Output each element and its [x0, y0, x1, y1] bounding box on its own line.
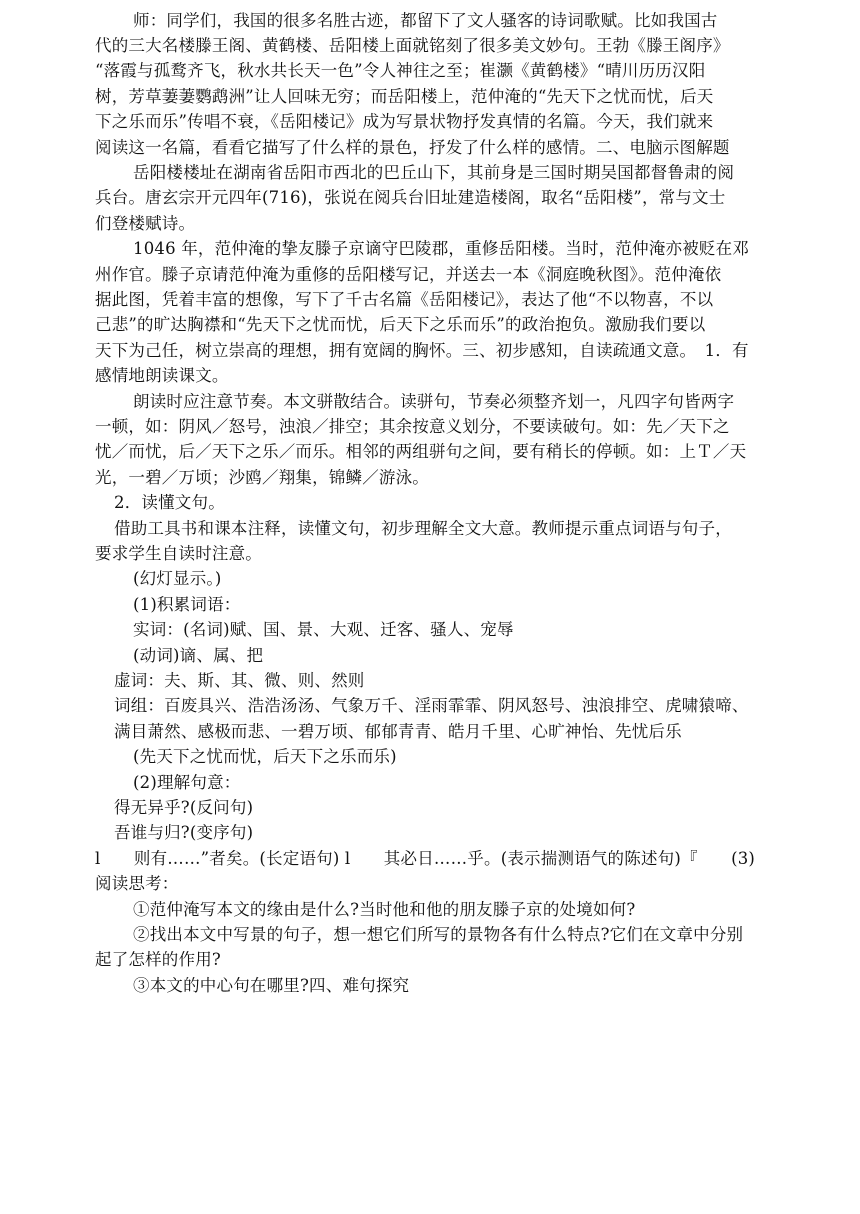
- text-line: 天下为己任，树立崇高的理想，拥有宽阔的胸怀。三、初步感知，自读疏通文意。 1．有: [95, 341, 749, 360]
- text-line: 州作官。滕子京请范仲淹为重修的岳阳楼写记，并送去一本《洞庭晚秋图》。范仲淹依: [95, 265, 722, 284]
- text-line: (2)理解句意：: [133, 773, 241, 792]
- text-line: 得无异乎?(反问句): [114, 798, 254, 817]
- text-line: 朗读时应注意节奏。本文骈散结合。读骈句，节奏必须整齐划一，凡四字句皆两字: [133, 392, 735, 411]
- text-line: 光，一碧／万顷；沙鸥／翔集，锦鳞／游泳。: [95, 468, 429, 487]
- text-line: 己悲”的旷达胸襟和“先天下之忧而忧，后天下之乐而乐”的政治抱负。激励我们要以: [95, 315, 706, 334]
- text-line: 们登楼赋诗。: [95, 214, 196, 233]
- text-line: ②找出本文中写景的句子，想一想它们所写的景物各有什么特点?它们在文章中分别: [133, 925, 744, 944]
- text-line: 岳阳楼楼址在湖南省岳阳市西北的巴丘山下，其前身是三国时期吴国都督鲁肃的阅: [133, 163, 735, 182]
- text-line: 吾谁与归?(变序句): [114, 823, 254, 842]
- text-line: 实词：(名词)赋、国、景、大观、迁客、骚人、宠辱: [133, 620, 514, 639]
- text-line: (动词)谪、属、把: [133, 646, 264, 665]
- text-line: 1046 年，范仲淹的挚友滕子京谪守巴陵郡，重修岳阳楼。当时，范仲淹亦被贬在邓: [133, 239, 750, 258]
- text-line: 树，芳草萋萋鹦鹉洲”让人回味无穷；而岳阳楼上，范仲淹的“先天下之忧而忧，后天: [95, 87, 714, 106]
- text-line: “落霞与孤鹜齐飞，秋水共长天一色”令人神往之至；崔灏《黄鹤楼》“晴川历历汉阳: [95, 61, 706, 80]
- text-line: 代的三大名楼滕王阁、黄鹤楼、岳阳楼上面就铭刻了很多美文妙句。王勃《滕王阁序》: [95, 36, 730, 55]
- text-line: 一顿，如：阴风／怒号，浊浪／排空；其余按意义划分，不要读破句。如：先／天下之: [95, 417, 730, 436]
- text-line: 阅读这一名篇，看看它描写了什么样的景色，抒发了什么样的感情。二、电脑示图解题: [95, 138, 730, 157]
- text-line: 感情地朗读课文。: [95, 366, 229, 385]
- text-line: 满目萧然、感极而悲、一碧万顷、郁郁青青、皓月千里、心旷神怡、先忧后乐: [114, 722, 682, 741]
- text-line: 词组：百废具兴、浩浩汤汤、气象万千、淫雨霏霏、阴风怒号、浊浪排空、虎啸猿啼、: [114, 696, 749, 715]
- text-line: 据此图，凭着丰富的想像，写下了千古名篇《岳阳楼记》，表达了他“不以物喜，不以: [95, 290, 714, 309]
- text-line: 起了怎样的作用?: [95, 950, 221, 969]
- text-line: 兵台。唐玄宗开元四年(716)，张说在阅兵台旧址建造楼阁，取名“岳阳楼”，常与文士: [95, 188, 726, 207]
- text-line: l 则有……”者矣。(长定语句) l 其必日……乎。(表示揣测语气的陈述句)『 (3): [95, 849, 756, 868]
- text-line: 师：同学们，我国的很多名胜古迹，都留下了文人骚客的诗词歌赋。比如我国古: [133, 11, 718, 30]
- text-line: ③本文的中心句在哪里?四、难句探究: [133, 976, 410, 995]
- text-line: 虚词：夫、斯、其、微、则、然则: [114, 671, 365, 690]
- text-line: (1)积累词语：: [133, 595, 241, 614]
- text-line: (幻灯显示。): [133, 569, 222, 588]
- text-line: 下之乐而乐”传唱不衰，《岳阳楼记》成为写景状物抒发真情的名篇。今天，我们就来: [95, 112, 714, 131]
- text-line: 阅读思考：: [95, 874, 179, 893]
- text-line: 2．读懂文句。: [114, 493, 225, 512]
- text-line: 要求学生自读时注意。: [95, 544, 262, 563]
- text-line: 借助工具书和课本注释，读懂文句，初步理解全文大意。教师提示重点词语与句子，: [114, 519, 732, 538]
- text-line: ①范仲淹写本文的缘由是什么?当时他和他的朋友滕子京的处境如何?: [133, 900, 636, 919]
- text-line: (先天下之忧而忧，后天下之乐而乐): [133, 747, 397, 766]
- text-line: 忧／而忧，后／天下之乐／而乐。相邻的两组骈句之间，要有稍长的停顿。如：上Ｔ／天: [95, 442, 747, 461]
